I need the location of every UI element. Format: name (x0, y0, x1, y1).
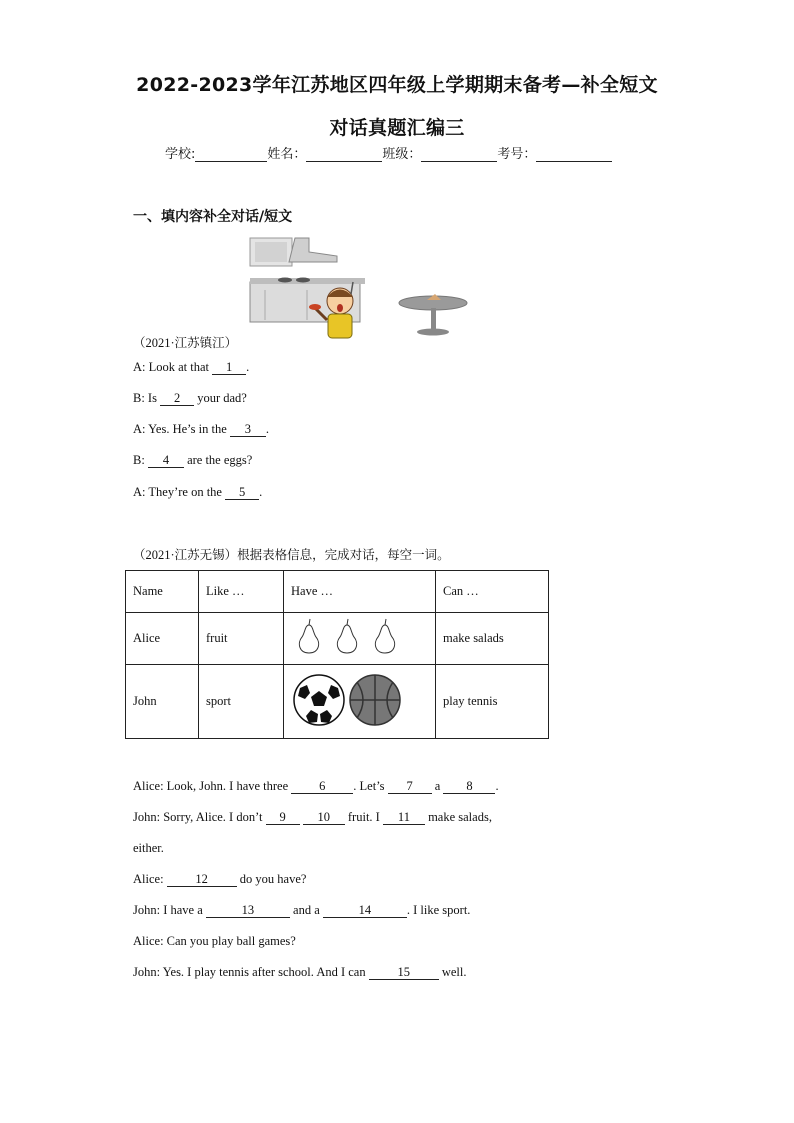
page-title: 2022-2023学年江苏地区四年级上学期期末备考—补全短文 (136, 74, 658, 96)
answer-blank[interactable]: 3 (230, 423, 266, 437)
line-text: B: (133, 453, 148, 467)
line-text: A: Look at that (133, 360, 213, 374)
answer-blank[interactable]: 5 (225, 486, 259, 500)
line-text: . Let’s (353, 779, 388, 793)
student-info-line (165, 143, 612, 162)
answer-blank[interactable]: 14 (323, 904, 407, 918)
name-field[interactable] (306, 147, 382, 162)
table-cell-can: make salads (436, 613, 549, 665)
question-source: （2021·江苏镇江） (133, 336, 238, 350)
answer-blank[interactable]: 7 (388, 780, 432, 794)
question-source (133, 545, 450, 563)
answer-blank[interactable]: 10 (303, 811, 345, 825)
line-text: Alice: (133, 872, 167, 886)
table-cell-have (284, 665, 436, 739)
line-text: . (259, 485, 263, 499)
line-text: . I like sport. (406, 903, 471, 917)
line-text: either. (133, 841, 164, 855)
dialogue-line (133, 485, 262, 500)
line-text: A: Yes. He’s in the (133, 422, 230, 436)
balls-image (291, 672, 403, 728)
answer-blank[interactable]: 8 (443, 780, 495, 794)
table-header: Name (126, 571, 199, 613)
table-cell-can: play tennis (436, 665, 549, 739)
answer-blank[interactable]: 2 (160, 392, 194, 406)
answer-blank[interactable]: 6 (291, 780, 353, 794)
table-header-row (126, 571, 549, 613)
answer-blank[interactable]: 1 (212, 361, 246, 375)
kitchen-scene-image (245, 234, 480, 342)
line-text: John: Yes. I play tennis after school. And I can (133, 965, 369, 979)
line-text: are the eggs? (183, 453, 253, 467)
dialogue-line (133, 965, 467, 980)
line-text: John: I have a (133, 903, 206, 917)
dialogue-line (133, 391, 247, 406)
class-label: 班级： (382, 147, 422, 162)
line-text: your dad? (194, 391, 247, 405)
section-heading: 一、填内容补全对话/短文 (133, 209, 293, 225)
info-table (125, 570, 549, 739)
table-row (126, 613, 549, 665)
dialogue-line (133, 841, 164, 856)
line-text: . (265, 422, 270, 436)
table-cell-like: sport (199, 665, 284, 739)
line-text: Alice: Can you play ball games? (133, 934, 296, 948)
line-text: do you have? (236, 872, 307, 886)
table-cell-have (284, 613, 436, 665)
line-text: well. (438, 965, 467, 979)
dialogue-line (133, 422, 269, 437)
page-title-line2: 对话真题汇编三 (329, 117, 465, 139)
answer-blank[interactable]: 9 (266, 811, 300, 825)
dialogue-line (133, 903, 470, 918)
table-header: Like … (199, 571, 284, 613)
answer-blank[interactable]: 15 (369, 966, 439, 980)
number-field[interactable] (536, 147, 612, 162)
dialogue-line (133, 934, 296, 949)
line-text: make salads, (424, 810, 492, 824)
school-field[interactable] (195, 147, 267, 162)
football-icon (294, 675, 344, 725)
dialogue-line (133, 872, 306, 887)
basketball-icon (350, 675, 400, 725)
name-label: 姓名： (267, 147, 307, 162)
table-cell-like: fruit (199, 613, 284, 665)
table-row (126, 665, 549, 739)
school-label: 学校: (165, 147, 196, 162)
table-cell-name: John (126, 665, 199, 739)
table-header: Can … (436, 571, 549, 613)
line-text: B: Is (133, 391, 161, 405)
class-field[interactable] (421, 147, 497, 162)
answer-blank[interactable]: 4 (148, 454, 184, 468)
table-header: Have … (284, 571, 436, 613)
dialogue-line (133, 453, 252, 468)
pears-image (291, 617, 401, 657)
line-text: . (495, 779, 499, 793)
line-text: John: Sorry, Alice. I don’t (133, 810, 266, 824)
number-label: 考号： (497, 147, 537, 162)
question-source-text: （2021·江苏无锡）根据表格信息，完成对话，每空一词。 (133, 548, 450, 562)
answer-blank[interactable]: 13 (206, 904, 290, 918)
line-text: and a (289, 903, 323, 917)
table-cell-name: Alice (126, 613, 199, 665)
line-text: fruit. I (344, 810, 383, 824)
answer-blank[interactable]: 11 (383, 811, 425, 825)
line-text: . (246, 360, 250, 374)
dialogue-line (133, 810, 492, 825)
line-text: A: They’re on the (133, 485, 226, 499)
dialogue-line (133, 360, 249, 375)
line-text: Alice: Look, John. I have three (133, 779, 292, 793)
line-text: a (431, 779, 444, 793)
answer-blank[interactable]: 12 (167, 873, 237, 887)
dialogue-line (133, 779, 499, 794)
